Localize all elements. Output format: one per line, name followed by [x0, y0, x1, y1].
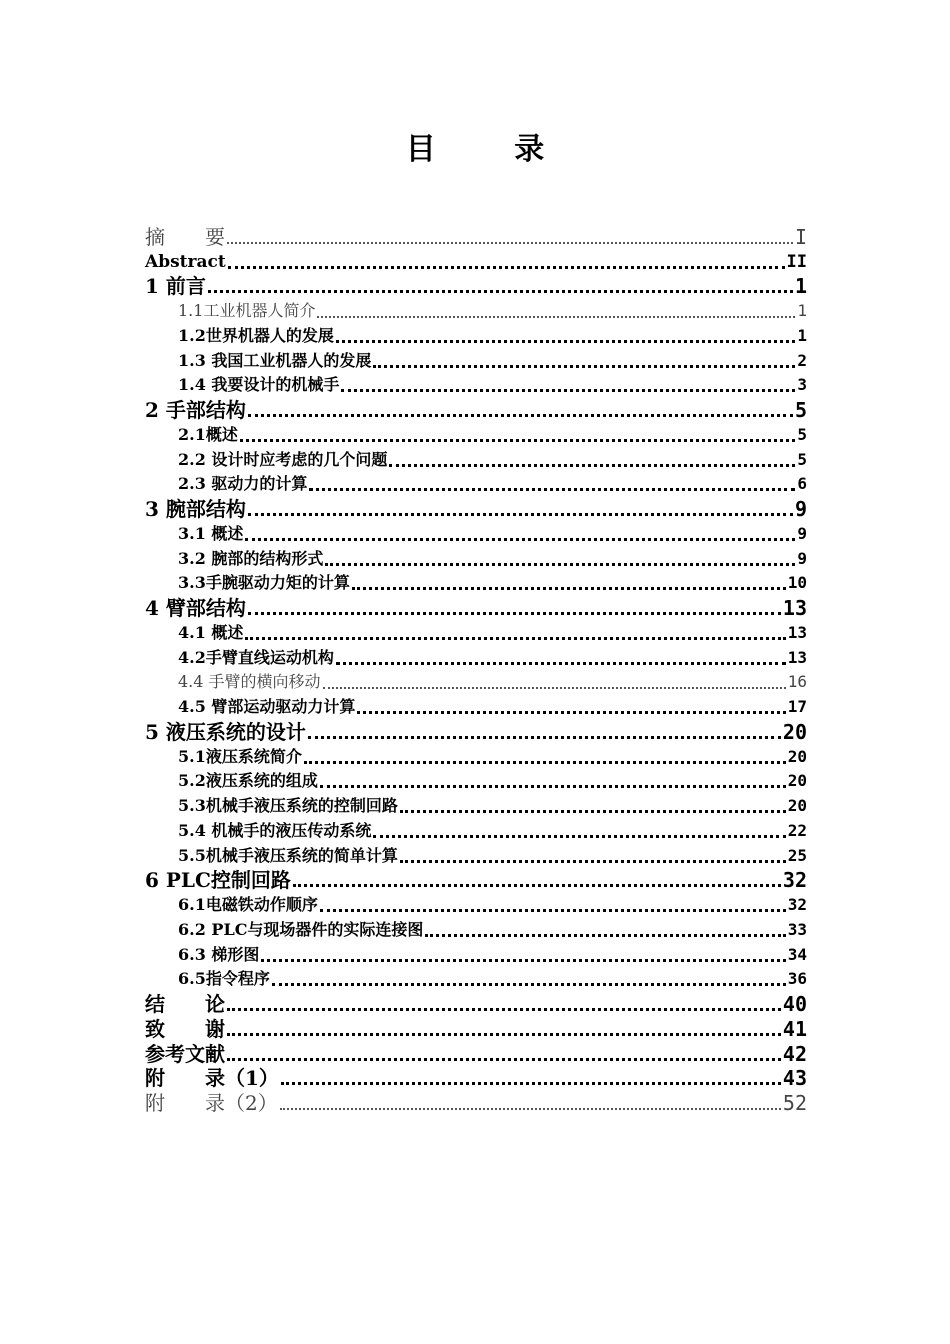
toc-dot-leader: [293, 884, 781, 887]
toc-entry-label: 附 录（1）: [145, 1066, 279, 1091]
toc-page-number: 10: [787, 573, 807, 593]
toc-page-number: 22: [787, 820, 807, 840]
toc-section-entry[interactable]: [145, 990, 807, 1015]
toc-subsection-entry[interactable]: [145, 669, 807, 694]
toc-subsection-entry[interactable]: [145, 842, 807, 867]
toc-dot-leader: [227, 242, 793, 244]
toc-entry-label: 2.1概述: [178, 424, 238, 444]
toc-entry-label: 4.4 手臂的横向移动: [178, 672, 321, 692]
toc-entry-label: 3.2 腕部的结构形式: [178, 548, 324, 568]
toc-subsection-entry[interactable]: [145, 570, 807, 595]
toc-page-number: 6: [797, 474, 807, 494]
toc-section-entry[interactable]: [145, 1065, 807, 1090]
toc-page-number: 20: [782, 719, 807, 744]
toc-page-number: 1: [794, 274, 807, 299]
toc-subsection-entry[interactable]: [145, 966, 807, 991]
toc-entry-label: 2.3 驱动力的计算: [178, 474, 308, 494]
toc-entry-label: 1.1工业机器人简介: [178, 301, 316, 320]
toc-dot-leader: [272, 983, 786, 986]
toc-dot-leader: [281, 1082, 781, 1085]
toc-dot-leader: [425, 934, 785, 937]
toc-page-number: 20: [787, 746, 807, 766]
toc-dot-leader: [352, 587, 786, 590]
toc-subsection-entry[interactable]: [145, 619, 807, 644]
toc-dot-leader: [400, 860, 786, 863]
toc-subsection-entry[interactable]: [145, 644, 807, 669]
toc-entry-label: 5.5机械手液压系统的简单计算: [178, 845, 398, 865]
toc-subsection-entry[interactable]: [145, 891, 807, 916]
toc-page-number: 5: [797, 449, 807, 469]
toc-dot-leader: [320, 909, 786, 912]
toc-subsection-entry[interactable]: [145, 545, 807, 570]
toc-section-entry[interactable]: [145, 396, 807, 421]
toc-dot-leader: [248, 414, 793, 417]
toc-entry-label: 1.2世界机器人的发展: [178, 325, 334, 345]
table-of-contents: [145, 223, 807, 1114]
toc-entry-label: 5.4 机械手的液压传动系统: [178, 820, 372, 840]
toc-section-entry[interactable]: [145, 248, 807, 273]
toc-subsection-entry[interactable]: [145, 817, 807, 842]
toc-subsection-entry[interactable]: [145, 916, 807, 941]
toc-dot-leader: [227, 1008, 781, 1011]
toc-page-number: 13: [782, 596, 807, 620]
toc-subsection-entry[interactable]: [145, 471, 807, 496]
toc-dot-leader: [308, 736, 781, 739]
toc-page-number: 20: [787, 771, 807, 791]
toc-entry-label: 4.5 臂部运动驱动力计算: [178, 697, 356, 716]
toc-page-number: 5: [797, 424, 807, 444]
toc-subsection-entry[interactable]: [145, 792, 807, 817]
toc-entry-label: 6.5指令程序: [178, 969, 270, 989]
toc-entry-label: 6.2 PLC与现场器件的实际连接图: [178, 919, 424, 939]
toc-dot-leader: [227, 1058, 781, 1061]
toc-page-number: 9: [794, 497, 807, 521]
toc-dot-leader: [245, 637, 785, 640]
toc-page-number: 9: [797, 523, 807, 543]
toc-entry-label: 5 液压系统的设计: [145, 719, 306, 744]
toc-entry-label: 5.3机械手液压系统的控制回路: [178, 796, 398, 815]
toc-entry-label: 1 前言: [145, 274, 206, 299]
toc-subsection-entry[interactable]: [145, 347, 807, 372]
toc-subsection-entry[interactable]: [145, 768, 807, 793]
toc-section-entry[interactable]: [145, 594, 807, 619]
toc-section-entry[interactable]: [145, 223, 807, 248]
toc-page-number: 3: [797, 375, 807, 395]
toc-section-entry[interactable]: [145, 1015, 807, 1040]
page-title: 目 录: [405, 132, 579, 167]
toc-dot-leader: [336, 662, 786, 665]
toc-entry-label: 致 谢: [145, 1016, 225, 1041]
toc-entry-label: 3.1 概述: [178, 523, 244, 543]
toc-dot-leader: [325, 563, 795, 566]
toc-entry-label: 6 PLC控制回路: [145, 868, 291, 893]
toc-entry-label: 1.4 我要设计的机械手: [178, 375, 340, 395]
toc-page-number: 16: [787, 672, 807, 692]
toc-subsection-entry[interactable]: [145, 322, 807, 347]
toc-entry-label: Abstract: [145, 251, 226, 272]
toc-page-number: 40: [782, 992, 807, 1016]
toc-page-number: 17: [787, 697, 807, 716]
toc-dot-leader: [304, 761, 786, 764]
toc-subsection-entry[interactable]: [145, 297, 807, 322]
toc-dot-leader: [228, 266, 785, 269]
toc-page-number: 1: [797, 325, 807, 345]
toc-entry-label: 参考文献: [145, 1041, 225, 1066]
toc-dot-leader: [261, 959, 785, 962]
toc-page-number: 32: [782, 868, 807, 893]
toc-dot-leader: [248, 513, 793, 516]
toc-dot-leader: [309, 488, 795, 491]
toc-subsection-entry[interactable]: [145, 941, 807, 966]
toc-entry-label: 3 腕部结构: [145, 497, 246, 521]
toc-dot-leader: [248, 612, 781, 615]
toc-subsection-entry[interactable]: [145, 372, 807, 397]
toc-page-number: 42: [782, 1041, 807, 1066]
toc-section-entry[interactable]: [145, 1040, 807, 1065]
toc-page-number: 52: [782, 1091, 807, 1115]
toc-page-number: 13: [787, 647, 807, 667]
toc-page-number: 33: [787, 919, 807, 939]
toc-page-number: 25: [787, 845, 807, 865]
toc-dot-leader: [373, 365, 795, 368]
toc-page-number: 9: [797, 548, 807, 568]
toc-section-entry[interactable]: [145, 1089, 807, 1114]
toc-page-number: 5: [794, 398, 807, 422]
toc-entry-label: 2 手部结构: [145, 398, 246, 422]
toc-dot-leader: [240, 439, 796, 442]
toc-section-entry[interactable]: [145, 273, 807, 298]
toc-section-entry[interactable]: [145, 718, 807, 743]
toc-dot-leader: [341, 389, 795, 392]
toc-entry-label: 附 录（2）: [145, 1091, 278, 1115]
toc-section-entry[interactable]: [145, 495, 807, 520]
toc-subsection-entry[interactable]: [145, 693, 807, 718]
toc-page-number: 2: [797, 350, 807, 370]
toc-page-number: 20: [787, 796, 807, 815]
toc-entry-label: 4.1 概述: [178, 622, 244, 642]
toc-entry-label: 5.2液压系统的组成: [178, 771, 318, 791]
toc-page-number: 1: [797, 301, 807, 320]
toc-entry-label: 6.3 梯形图: [178, 944, 260, 964]
toc-entry-label: 摘 要: [145, 224, 225, 249]
toc-subsection-entry[interactable]: [145, 743, 807, 768]
toc-dot-leader: [400, 810, 786, 813]
toc-dot-leader: [317, 316, 795, 318]
toc-section-entry[interactable]: [145, 867, 807, 892]
toc-dot-leader: [280, 1108, 781, 1110]
toc-entry-label: 1.3 我国工业机器人的发展: [178, 350, 372, 370]
toc-entry-label: 4 臂部结构: [145, 596, 246, 620]
toc-subsection-entry[interactable]: [145, 446, 807, 471]
toc-entry-label: 3.3手腕驱动力矩的计算: [178, 573, 350, 593]
toc-entry-label: 2.2 设计时应考虑的几个问题: [178, 449, 388, 469]
toc-entry-label: 5.1液压系统简介: [178, 746, 302, 766]
toc-dot-leader: [208, 290, 793, 293]
toc-page-number: 32: [787, 895, 807, 914]
toc-page-number: 43: [782, 1066, 807, 1091]
toc-dot-leader: [357, 711, 785, 714]
toc-dot-leader: [323, 687, 786, 689]
toc-page-number: II: [786, 251, 807, 272]
toc-subsection-entry[interactable]: [145, 520, 807, 545]
toc-page-number: 34: [787, 944, 807, 964]
toc-page-number: I: [794, 224, 807, 249]
toc-dot-leader: [336, 340, 796, 343]
toc-entry-label: 6.1电磁铁动作顺序: [178, 895, 318, 914]
toc-entry-label: 4.2手臂直线运动机构: [178, 647, 334, 667]
toc-dot-leader: [320, 785, 786, 788]
toc-dot-leader: [389, 464, 795, 467]
toc-page-number: 13: [787, 622, 807, 642]
toc-page-number: 41: [782, 1016, 807, 1041]
toc-page-number: 36: [787, 969, 807, 989]
toc-entry-label: 结 论: [145, 992, 225, 1016]
toc-dot-leader: [373, 835, 785, 838]
toc-subsection-entry[interactable]: [145, 421, 807, 446]
toc-dot-leader: [227, 1033, 781, 1036]
toc-dot-leader: [245, 538, 795, 541]
